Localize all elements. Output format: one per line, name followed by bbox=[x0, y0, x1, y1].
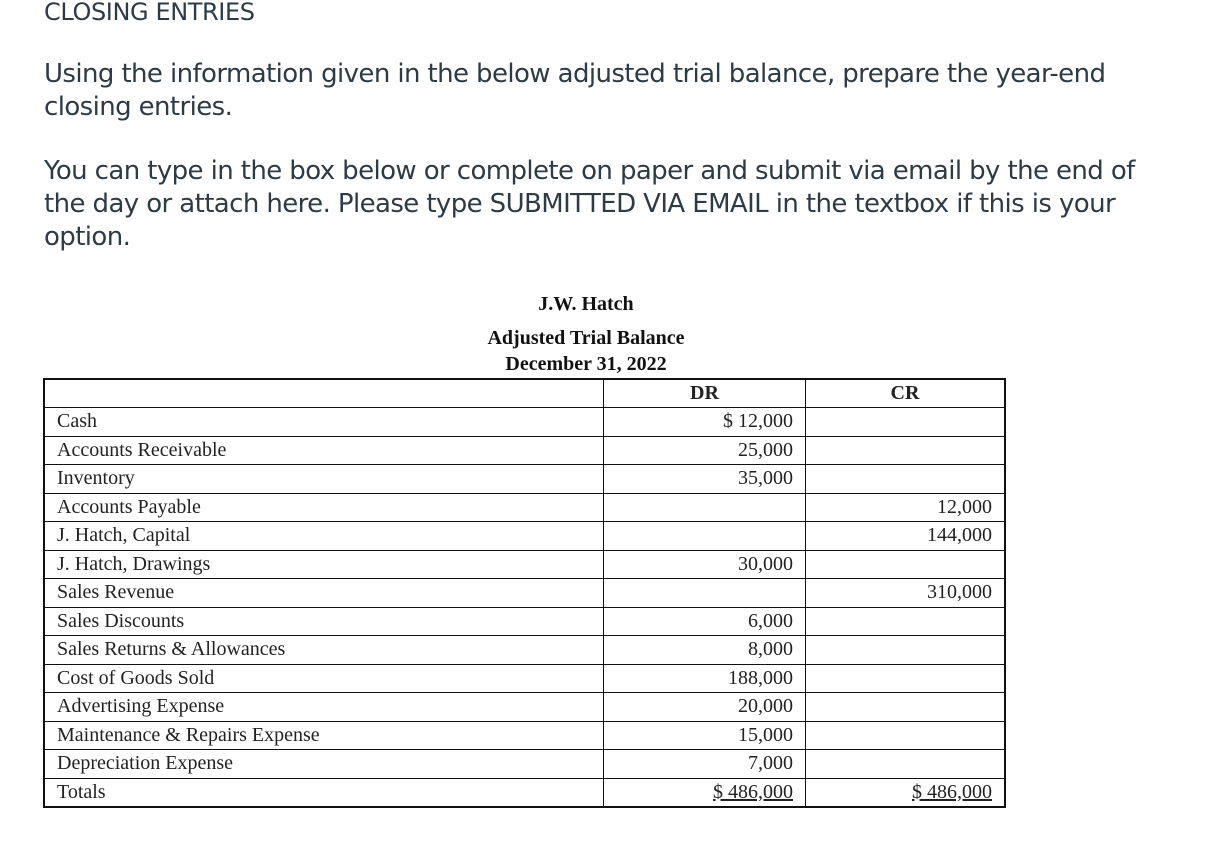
dr-cell bbox=[604, 750, 806, 779]
dr-cell-text: 188,000 bbox=[728, 666, 793, 689]
dr-cell bbox=[604, 493, 806, 522]
account-cell-text: Cash bbox=[57, 410, 97, 433]
dr-cell-text: 20,000 bbox=[738, 695, 793, 718]
table-row bbox=[44, 408, 1005, 437]
dr-cell-text: $ 486,000 bbox=[713, 780, 793, 803]
dr-cell-text: 6,000 bbox=[748, 609, 793, 632]
header-account bbox=[44, 379, 604, 408]
dr-cell bbox=[604, 550, 806, 579]
account-cell bbox=[44, 721, 604, 750]
table-row bbox=[44, 693, 1005, 722]
statement-date: December 31, 2022 bbox=[505, 353, 667, 375]
cr-cell bbox=[806, 664, 1006, 693]
account-cell-text: J. Hatch, Drawings bbox=[57, 552, 211, 575]
cr-cell-text: 310,000 bbox=[927, 581, 992, 604]
dr-cell-text: 15,000 bbox=[738, 723, 793, 746]
account-cell-text: Inventory bbox=[57, 467, 135, 490]
dr-cell-text: 35,000 bbox=[738, 467, 793, 490]
account-cell bbox=[44, 465, 604, 494]
dr-cell bbox=[604, 721, 806, 750]
cr-cell-text: 144,000 bbox=[927, 524, 992, 547]
account-cell-text: Accounts Receivable bbox=[57, 438, 227, 461]
table-row bbox=[44, 579, 1005, 608]
cr-cell bbox=[806, 522, 1006, 551]
table-row bbox=[44, 493, 1005, 522]
cr-cell bbox=[806, 693, 1006, 722]
dr-cell bbox=[604, 636, 806, 665]
cr-cell-text: $ 486,000 bbox=[912, 780, 992, 803]
cr-cell bbox=[806, 721, 1006, 750]
dr-cell-text: 7,000 bbox=[748, 752, 793, 775]
trial-balance-table bbox=[43, 378, 1006, 808]
dr-cell-text: 30,000 bbox=[738, 552, 793, 575]
cr-cell bbox=[806, 750, 1006, 779]
account-cell-text: Accounts Payable bbox=[57, 495, 201, 518]
table-row bbox=[44, 607, 1005, 636]
dr-cell bbox=[604, 579, 806, 608]
dr-cell bbox=[604, 522, 806, 551]
account-cell-text: Maintenance & Repairs Expense bbox=[57, 723, 320, 746]
account-cell-text: Totals bbox=[57, 780, 106, 803]
cr-cell bbox=[806, 408, 1006, 437]
cr-cell bbox=[806, 493, 1006, 522]
table-row bbox=[44, 522, 1005, 551]
account-cell-text: Sales Revenue bbox=[57, 581, 175, 604]
account-cell bbox=[44, 778, 604, 807]
table-row bbox=[44, 664, 1005, 693]
table-row bbox=[44, 465, 1005, 494]
cr-cell-text: 12,000 bbox=[937, 495, 992, 518]
account-cell-text: Cost of Goods Sold bbox=[57, 666, 215, 689]
dr-cell-text: $ 12,000 bbox=[723, 410, 793, 433]
dr-cell bbox=[604, 436, 806, 465]
account-cell-text: Advertising Expense bbox=[57, 695, 225, 718]
dr-cell bbox=[604, 664, 806, 693]
cr-cell bbox=[806, 607, 1006, 636]
dr-cell bbox=[604, 778, 806, 807]
cr-cell bbox=[806, 636, 1006, 665]
instruction-paragraph-2: You can type in the box below or complete on paper and submit via email by the end of the day or attach here. Please type SUBMITTED VIA EMAIL in the textbox if this is your option. bbox=[44, 156, 1135, 252]
account-cell bbox=[44, 436, 604, 465]
cr-cell bbox=[806, 778, 1006, 807]
account-cell-text: Sales Returns & Allowances bbox=[57, 638, 286, 661]
account-cell bbox=[44, 550, 604, 579]
account-cell bbox=[44, 636, 604, 665]
account-cell-text: Sales Discounts bbox=[57, 609, 185, 632]
table-row bbox=[44, 636, 1005, 665]
dr-cell bbox=[604, 607, 806, 636]
table-header-row bbox=[44, 379, 1005, 408]
account-cell bbox=[44, 664, 604, 693]
header-cr: CR bbox=[806, 379, 1006, 408]
account-cell-text: Depreciation Expense bbox=[57, 752, 234, 775]
instruction-paragraph-1: Using the information given in the below adjusted trial balance, prepare the year-end closing entries. bbox=[44, 59, 1106, 122]
dr-cell bbox=[604, 693, 806, 722]
table-row bbox=[44, 436, 1005, 465]
dr-cell-text: 8,000 bbox=[748, 638, 793, 661]
cr-cell bbox=[806, 550, 1006, 579]
dr-cell-text: 25,000 bbox=[738, 438, 793, 461]
dr-cell bbox=[604, 408, 806, 437]
account-cell bbox=[44, 693, 604, 722]
account-cell bbox=[44, 493, 604, 522]
header-dr: DR bbox=[604, 379, 806, 408]
dr-cell bbox=[604, 465, 806, 494]
account-cell-text: J. Hatch, Capital bbox=[57, 524, 191, 547]
table-row bbox=[44, 750, 1005, 779]
account-cell bbox=[44, 750, 604, 779]
statement-title: Adjusted Trial Balance bbox=[487, 327, 685, 349]
cr-cell bbox=[806, 436, 1006, 465]
cr-cell bbox=[806, 465, 1006, 494]
company-name: J.W. Hatch bbox=[538, 293, 634, 315]
account-cell bbox=[44, 522, 604, 551]
table-row bbox=[44, 721, 1005, 750]
cr-cell bbox=[806, 579, 1006, 608]
table-row bbox=[44, 778, 1005, 807]
account-cell bbox=[44, 579, 604, 608]
account-cell bbox=[44, 607, 604, 636]
table-row bbox=[44, 550, 1005, 579]
account-cell bbox=[44, 408, 604, 437]
page-heading: CLOSING ENTRIES bbox=[44, 0, 255, 26]
